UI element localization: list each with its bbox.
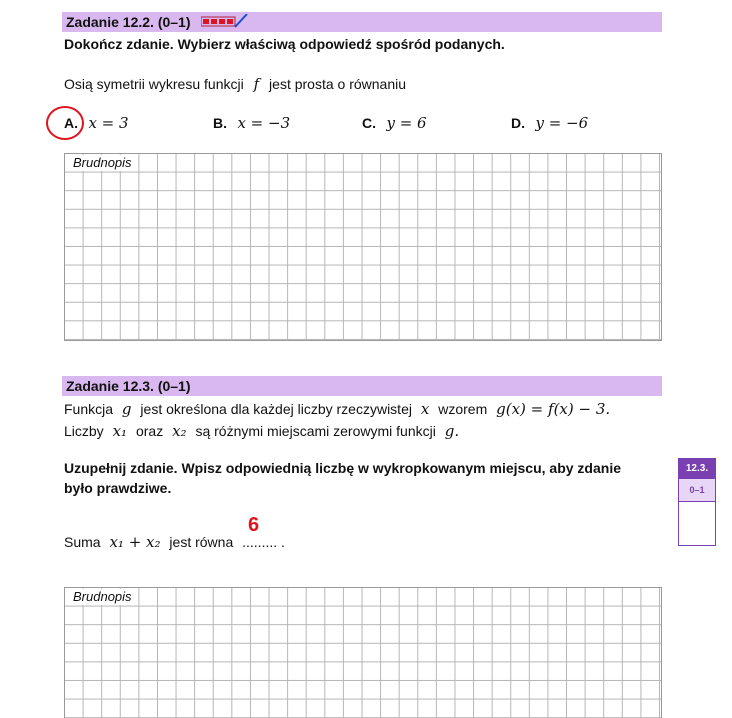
line2-var-g: g. (444, 422, 460, 440)
option-c-letter: C. (362, 115, 376, 131)
task-12-2-stem (64, 75, 406, 93)
line1-formula: g(x) = f(x) − 3. (496, 400, 611, 418)
score-task-number: 12.3. (679, 459, 715, 479)
option-a-expr: x = 3 (88, 114, 129, 132)
draft-label-2: Brudnopis (71, 589, 136, 605)
stem-text-post: jest prosta o równaniu (269, 76, 407, 92)
line2-text-a: Liczby (64, 423, 104, 439)
draft-grid-2 (64, 587, 662, 718)
line1-text-c: wzorem (438, 401, 488, 417)
line2-text-b: oraz (135, 423, 164, 439)
line2-var-x1: x₁ (112, 422, 128, 440)
handwritten-answer: 6 (248, 514, 260, 536)
line1-text-a: Funkcja (64, 401, 114, 417)
line1-var-x: x (420, 400, 430, 418)
draft-label-1: Brudnopis (71, 155, 136, 171)
answer-boxes-icon (201, 14, 251, 28)
stem-text-pre: Osią symetrii wykresu funkcji (64, 76, 244, 92)
option-d-expr: y = −6 (535, 114, 589, 132)
line2-text-c: są różnymi miejscami zerowymi funkcji (195, 423, 436, 439)
answer-circle-mark (46, 106, 84, 140)
option-b-letter: B. (213, 115, 227, 131)
score-points: 0–1 (679, 479, 715, 502)
sum-text-post: jest równa (169, 534, 234, 550)
option-d-letter: D. (511, 115, 525, 131)
answer-dots[interactable]: ......... . (242, 534, 285, 550)
task-12-3-title: Zadanie 12.3. (0–1) (66, 378, 191, 394)
sum-expr: x₁ + x₂ (109, 533, 161, 551)
draft-grid-1 (64, 153, 662, 341)
option-d[interactable] (511, 114, 588, 133)
task-12-3-instruction-2: było prawdziwe. (64, 480, 172, 496)
stem-var-f: f (253, 75, 260, 93)
score-entry-cell[interactable] (679, 502, 715, 542)
option-a-letter: A. (64, 115, 78, 131)
task-12-3-instruction-1: Uzupełnij zdanie. Wpisz odpowiednią liczbę w wykropkowanym miejscu, aby zdanie (64, 460, 621, 476)
option-c-expr: y = 6 (386, 114, 427, 132)
line2-var-x2: x₂ (172, 422, 187, 440)
task-12-2-title: Zadanie 12.2. (0–1) (66, 14, 191, 30)
task-12-3-line-2 (64, 422, 459, 440)
line1-text-b: jest określona dla każdej liczby rzeczywistej (140, 401, 412, 417)
option-b-expr: x = −3 (237, 114, 291, 132)
option-b[interactable] (213, 114, 290, 133)
sum-text-pre: Suma (64, 534, 101, 550)
task-12-2-instruction: Dokończ zdanie. Wybierz właściwą odpowiedź spośród podanych. (64, 36, 505, 52)
line1-var-g: g (121, 400, 132, 418)
score-box (678, 458, 716, 546)
option-c[interactable] (362, 114, 427, 133)
task-12-3-line-1 (64, 400, 610, 418)
